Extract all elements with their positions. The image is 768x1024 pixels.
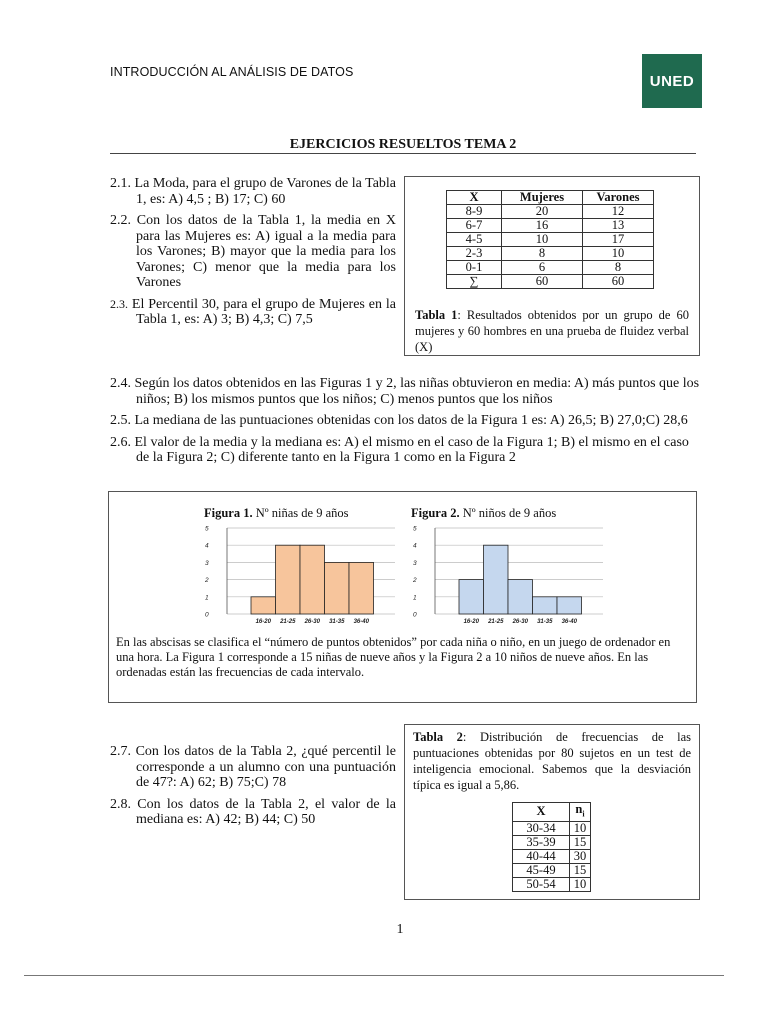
table-row: [513, 835, 591, 849]
x-tick-label: 36-40: [561, 619, 577, 625]
histogram-bar: [251, 597, 276, 614]
table-row-total: [447, 275, 654, 289]
cell: 13: [583, 219, 654, 233]
table-row: [513, 877, 591, 891]
question-text: Con los datos de la Tabla 2, el valor de la mediana es: A) 42; B) 44; C) 50: [136, 796, 397, 827]
x-tick-label: 36-40: [353, 619, 369, 625]
cell: 6: [502, 261, 583, 275]
header-n: n: [575, 802, 583, 816]
table-row: [513, 849, 591, 863]
figure2-histogram: [407, 522, 607, 634]
cell: 10: [570, 877, 591, 891]
histogram-bar: [533, 597, 558, 614]
cell: 15: [570, 863, 591, 877]
table2-header-row: [513, 803, 591, 822]
question-text: El Percentil 30, para el grupo de Mujeres en la Tabla 1, es: A) 3; B) 4,3; C) 7,5: [131, 296, 396, 327]
y-tick-label: 1: [413, 594, 417, 602]
question-text: La mediana de las puntuaciones obtenidas con los datos de la Figura 1 es: A) 26,5; B) 27,0;C) 28,6: [134, 413, 688, 428]
question-2-2: [110, 213, 396, 291]
question-2-6: [110, 435, 700, 466]
table-row: [513, 821, 591, 835]
histogram-bar: [459, 580, 484, 614]
table-row: [447, 233, 654, 247]
table1-caption: [415, 307, 689, 355]
y-tick-label: 3: [205, 559, 209, 567]
cell: 35-39: [513, 835, 570, 849]
cell: 2-3: [447, 247, 502, 261]
cell: 45-49: [513, 863, 570, 877]
table-row: [447, 205, 654, 219]
column-header-ni: [570, 803, 591, 822]
column-header: X: [447, 191, 502, 205]
histogram-bar: [325, 562, 350, 614]
question-text: Con los datos de la Tabla 2, ¿qué percentil le corresponde a un alumno con una puntuación de 47?: A) 62; B) 75;C) 78: [135, 744, 397, 790]
histogram-bar: [349, 562, 374, 614]
question-number: 2.6.: [110, 434, 131, 450]
x-tick-label: 21-25: [280, 619, 296, 625]
questions-top: [110, 176, 396, 328]
cell: 60: [583, 275, 654, 289]
cell: 30: [570, 849, 591, 863]
y-tick-label: 3: [413, 559, 417, 567]
caption-label: Tabla 1: [415, 308, 458, 322]
page-title: EJERCICIOS RESUELTOS TEMA 2: [289, 137, 517, 152]
x-tick-label: 26-30: [304, 619, 320, 625]
table2-box: [404, 724, 700, 900]
question-number: 2.8.: [110, 796, 131, 812]
y-tick-label: 4: [413, 542, 417, 550]
question-number: 2.1.: [110, 176, 131, 191]
caption-text: : Resultados obtenidos por un grupo de 60 mujeres y 60 hombres en una prueba de fluidez verbal (X): [415, 308, 689, 354]
question-2-3: [110, 297, 396, 328]
histogram-bar: [276, 545, 301, 614]
question-number: 2.7.: [110, 744, 131, 759]
x-tick-label: 16-20: [463, 619, 479, 625]
figure-caption: En las abscisas se clasifica el “número de puntos obtenidos” por cada niña o niño, en un juego de ordenador en una hora. La Figura 1 corresponde a 15 niñas de nueve años y la Figura 2 a 10 niños de nueve años. En las ordenadas están las frecuencias de cada intervalo.: [116, 635, 671, 679]
questions-mid: [110, 376, 700, 466]
question-2-7: [110, 744, 396, 791]
page-number: 1: [396, 922, 404, 937]
figure2-title: [411, 506, 556, 521]
table2: [512, 802, 591, 892]
table1-header-row: [447, 191, 654, 205]
question-2-8: [110, 797, 396, 828]
question-number: 2.3.: [110, 296, 128, 311]
title-divider: [110, 153, 696, 154]
histogram-bar: [484, 545, 509, 614]
y-tick-label: 5: [413, 525, 417, 533]
caption-text: : Distribución de frecuencias de las puntuaciones obtenidas por 80 sujetos en un test de inteligencia emocional. Sabemos que la desviación típica es igual a 5,86.: [413, 730, 691, 792]
question-2-1: [110, 176, 396, 207]
header-subscript: i: [582, 809, 585, 819]
table-row: [513, 863, 591, 877]
cell: 20: [502, 205, 583, 219]
question-number: 2.4.: [110, 376, 131, 391]
y-tick-label: 4: [205, 542, 209, 550]
question-number: 2.5.: [110, 413, 131, 428]
x-tick-label: 26-30: [512, 619, 528, 625]
cell: 10: [583, 247, 654, 261]
histogram-bar: [300, 545, 325, 614]
question-text: La Moda, para el grupo de Varones de la Tabla 1, es: A) 4,5 ; B) 17; C) 60: [134, 176, 397, 207]
cell: 12: [583, 205, 654, 219]
figure-label: Figura 2.: [411, 506, 460, 520]
question-2-4: [110, 376, 700, 407]
figures-box: [108, 491, 697, 703]
figure-title-text: Nº niñas de 9 años: [255, 506, 349, 520]
cell: 30-34: [513, 821, 570, 835]
column-header: Varones: [583, 191, 654, 205]
cell: 16: [502, 219, 583, 233]
x-tick-label: 21-25: [488, 619, 504, 625]
column-header: Mujeres: [502, 191, 583, 205]
y-tick-label: 0: [413, 611, 417, 619]
table-row: [447, 247, 654, 261]
x-tick-label: 31-35: [537, 619, 553, 625]
table-row: [447, 261, 654, 275]
question-number: 2.2.: [110, 213, 131, 228]
footer-divider: [24, 975, 724, 976]
cell: 17: [583, 233, 654, 247]
sum-symbol: ∑: [447, 275, 502, 289]
y-tick-label: 0: [205, 611, 209, 619]
y-tick-label: 2: [413, 577, 417, 585]
question-text: Con los datos de la Tabla 1, la media en X para las Mujeres es: A) igual a la media para los Varones; B) mayor que la media para los Varones; C) menor que la media para los Varones: [136, 213, 396, 290]
y-tick-label: 2: [205, 577, 209, 585]
figure1-title: [204, 506, 348, 521]
cell: 8-9: [447, 205, 502, 219]
figure-title-text: Nº niños de 9 años: [462, 506, 557, 520]
y-tick-label: 1: [205, 594, 209, 602]
table1-box: [404, 176, 700, 356]
cell: 8: [502, 247, 583, 261]
histogram-bar: [508, 580, 533, 614]
cell: 10: [570, 821, 591, 835]
table1: [446, 190, 654, 289]
cell: 40-44: [513, 849, 570, 863]
question-2-5: [110, 413, 700, 429]
cell: 0-1: [447, 261, 502, 275]
cell: 10: [502, 233, 583, 247]
cell: 50-54: [513, 877, 570, 891]
histogram-bar: [557, 597, 582, 614]
figure1-histogram: [199, 522, 399, 634]
question-text: Según los datos obtenidos en las Figuras 1 y 2, las niñas obtuvieron en media: A) más puntos que los niños; B) los mismos puntos que los niños; C) menos puntos que los niños: [134, 376, 700, 407]
document-header: INTRODUCCIÓN AL ANÁLISIS DE DATOS: [110, 65, 354, 79]
table2-caption: [413, 729, 691, 793]
caption-label: Tabla 2: [413, 730, 463, 744]
cell: 60: [502, 275, 583, 289]
figure-label: Figura 1.: [204, 506, 253, 520]
question-text: El valor de la media y la mediana es: A) el mismo en el caso de la Figura 1; B) el mismo en el caso de la Figura 2; C) diferente tanto en la Figura 1 como en la Figura 2: [134, 434, 689, 465]
cell: 6-7: [447, 219, 502, 233]
uned-logo: UNED: [642, 54, 702, 108]
y-tick-label: 5: [205, 525, 209, 533]
table-row: [447, 219, 654, 233]
cell: 8: [583, 261, 654, 275]
column-header: X: [513, 803, 570, 822]
cell: 4-5: [447, 233, 502, 247]
x-tick-label: 31-35: [329, 619, 345, 625]
x-tick-label: 16-20: [255, 619, 271, 625]
cell: 15: [570, 835, 591, 849]
questions-bottom: [110, 744, 396, 828]
